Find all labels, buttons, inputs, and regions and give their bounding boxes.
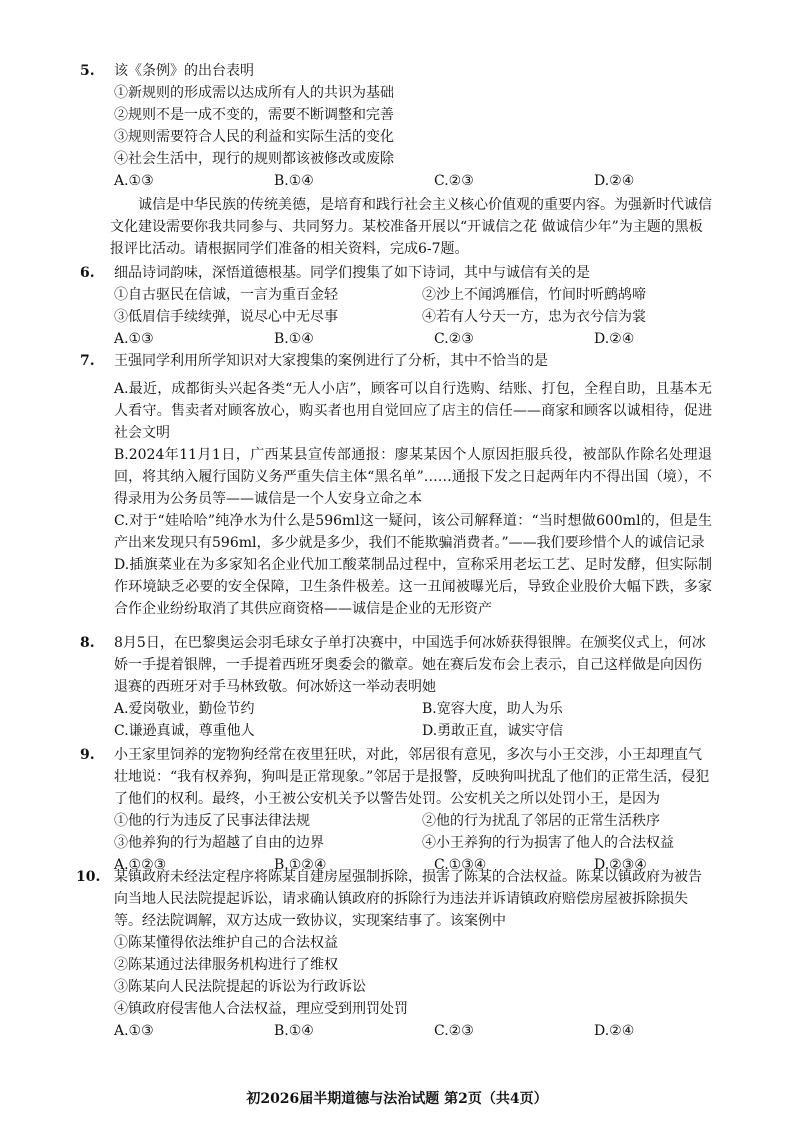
question-stem: 细品诗词韵味，深悟道德根基。同学们搜集了如下诗词，其中与诚信有关的是 xyxy=(114,265,590,281)
page-footer: 初2026届半期道德与法治试题 第2页（共4页） xyxy=(246,1091,548,1107)
question-number: 5. xyxy=(80,63,95,79)
answer-options xyxy=(114,170,712,192)
statement-item: ④若有人兮天一方，忠为衣兮信为裳 xyxy=(422,309,646,325)
statement-item: ④社会生活中，现行的规则都该被修改或废除 xyxy=(114,151,394,167)
question-8 xyxy=(82,632,712,742)
statement-grid xyxy=(114,810,712,854)
statement-item: ②沙上不闻鸿雁信，竹间时听鹧鸪啼 xyxy=(422,287,646,303)
option-c: C.②③ xyxy=(434,331,474,347)
statement-item: ③陈某向人民法院提起的诉讼为行政诉讼 xyxy=(114,979,366,995)
option-a: A.①③ xyxy=(114,1023,154,1039)
question-number: 10. xyxy=(76,869,101,885)
statement-item: ④小王养狗的行为损害了他人的合法权益 xyxy=(422,835,674,851)
statement-item: ③他养狗的行为超越了自由的边界 xyxy=(114,835,324,851)
question-7 xyxy=(82,350,712,620)
option-c: C.对于“娃哈哈”纯净水为什么是596ml这一疑问，该公司解释道：“当时想做600ml的，但是生产出来发现只有596ml，多少就是多少，我们不能欺骗消费者。”——我们要珍惜个人的诚信记录 xyxy=(114,513,712,551)
question-number: 8. xyxy=(80,635,95,651)
statement-item: ①陈某懂得依法维护自己的合法权益 xyxy=(114,935,338,951)
question-stem: 小王家里饲养的宠物狗经常在夜里狂吠，对此，邻居很有意见，多次与小王交涉，小王却理直气壮地说：“我有权养狗，狗叫是正常现象。”邻居于是报警，反映狗叫扰乱了他们的正常生活，侵犯了他们的权利。最终，小王被公安机关予以警告处罚。公安机关之所以处罚小王，是因为 xyxy=(114,747,710,807)
option-b: B.①④ xyxy=(274,331,314,347)
statement-item: ①新规则的形成需以达成所有人的共识为基础 xyxy=(114,85,394,101)
statement-item: ③规则需要符合人民的利益和实际生活的变化 xyxy=(114,129,394,145)
question-stem: 8月5日，在巴黎奥运会羽毛球女子单打决赛中，中国选手何冰娇获得银牌。在颁奖仪式上，何冰娇一手提着银牌，一手提着西班牙奥委会的徽章。她在赛后发布会上表示，自己这样做是向因伤退赛的西班牙对手马林致敬。何冰娇这一举动表明她 xyxy=(114,635,706,695)
option-a: A.①③ xyxy=(114,331,154,347)
option-b: B.①②④ xyxy=(274,857,327,873)
question-stem: 王强同学利用所学知识对大家搜集的案例进行了分析，其中不恰当的是 xyxy=(114,353,548,369)
option-c: C.②③ xyxy=(434,1023,474,1039)
question-number: 6. xyxy=(80,265,95,281)
statement-item: ②他的行为扰乱了邻居的正常生活秩序 xyxy=(422,813,660,829)
question-10 xyxy=(76,866,712,1042)
option-a: A.爱岗敬业，勤俭节约 xyxy=(114,701,255,717)
question-stem: 某镇政府未经法定程序将陈某自建房屋强制拆除，损害了陈某的合法权益。陈某以镇政府为被告向当地人民法院提起诉讼，请求确认镇政府的拆除行为违法并诉请镇政府赔偿房屋被拆除损失等。经法院调解，双方达成一致协议，实现案结事了。该案例中 xyxy=(114,869,702,929)
option-b: B.宽容大度，助人为乐 xyxy=(422,701,563,717)
answer-options xyxy=(114,328,712,350)
statement-item: ③低眉信手续续弹，说尽心中无尽事 xyxy=(114,309,338,325)
option-b: B.①④ xyxy=(274,173,314,189)
answer-options xyxy=(114,698,712,742)
option-d: D.②④ xyxy=(594,173,635,189)
option-c: C.②③ xyxy=(434,173,474,189)
question-6 xyxy=(82,262,712,350)
option-d: D.②③④ xyxy=(594,857,647,873)
statement-item: ②规则不是一成不变的，需要不断调整和完善 xyxy=(114,107,394,123)
question-9 xyxy=(82,744,712,876)
option-b: B.2024年11月1日，广西某县宣传部通报：廖某某因个人原因拒服兵役，被部队作除名处理退回，将其纳入履行国防义务严重失信主体“黑名单”……通报下发之日起两年内不得出国（境），不得录用为公务员等——诚信是一个人安身立命之本 xyxy=(114,447,712,507)
statement-item: ②陈某通过法律服务机构进行了维权 xyxy=(114,957,338,973)
option-d: D.②④ xyxy=(594,1023,635,1039)
statement-item: ①自古驱民在信诚，一言为重百金轻 xyxy=(114,287,338,303)
question-number: 7. xyxy=(80,353,95,369)
option-a: A.①②③ xyxy=(114,857,167,873)
option-d: D.勇敢正直，诚实守信 xyxy=(422,723,564,739)
question-5 xyxy=(82,60,712,192)
option-d: D.②④ xyxy=(594,331,635,347)
answer-options xyxy=(114,1020,712,1042)
statement-grid xyxy=(114,284,712,328)
question-number: 9. xyxy=(80,747,95,763)
option-c: C.谦逊真诚，尊重他人 xyxy=(114,723,255,739)
option-d: D.插旗菜业在为多家知名企业代加工酸菜制品过程中，宣称采用老坛工艺、足时发酵，但实际制作环境缺乏必要的安全保障，卫生条件极差。这一丑闻被曝光后，导致企业股价大幅下跌，多家合作企业纷纷取消了其供应商资格——诚信是企业的无形资产 xyxy=(114,557,712,617)
statement-item: ①他的行为违反了民事法律法规 xyxy=(114,813,310,829)
option-a: A.最近，成都街头兴起各类“无人小店”，顾客可以自行选购、结账、打包，全程自助，且基本无人看守。售卖者对顾客放心，购买者也用自觉回应了店主的信任——商家和顾客以诚相待，促进社会文明 xyxy=(114,381,712,441)
option-c: C.①③④ xyxy=(434,857,487,873)
option-a: A.①③ xyxy=(114,173,154,189)
statement-item: ④镇政府侵害他人合法权益，理应受到刑罚处罚 xyxy=(114,1001,408,1017)
intro-paragraph: 诚信是中华民族的传统美德，是培育和践行社会主义核心价值观的重要内容。为强新时代诚信文化建设需要你我共同参与、共同努力。某校准备开展以“开诚信之花 做诚信少年”为主题的黑板报评比活动。请根据同学们准备的相关资料，完成6-7题。 xyxy=(110,197,712,257)
option-b: B.①④ xyxy=(274,1023,314,1039)
question-stem: 该《条例》的出台表明 xyxy=(114,63,254,79)
